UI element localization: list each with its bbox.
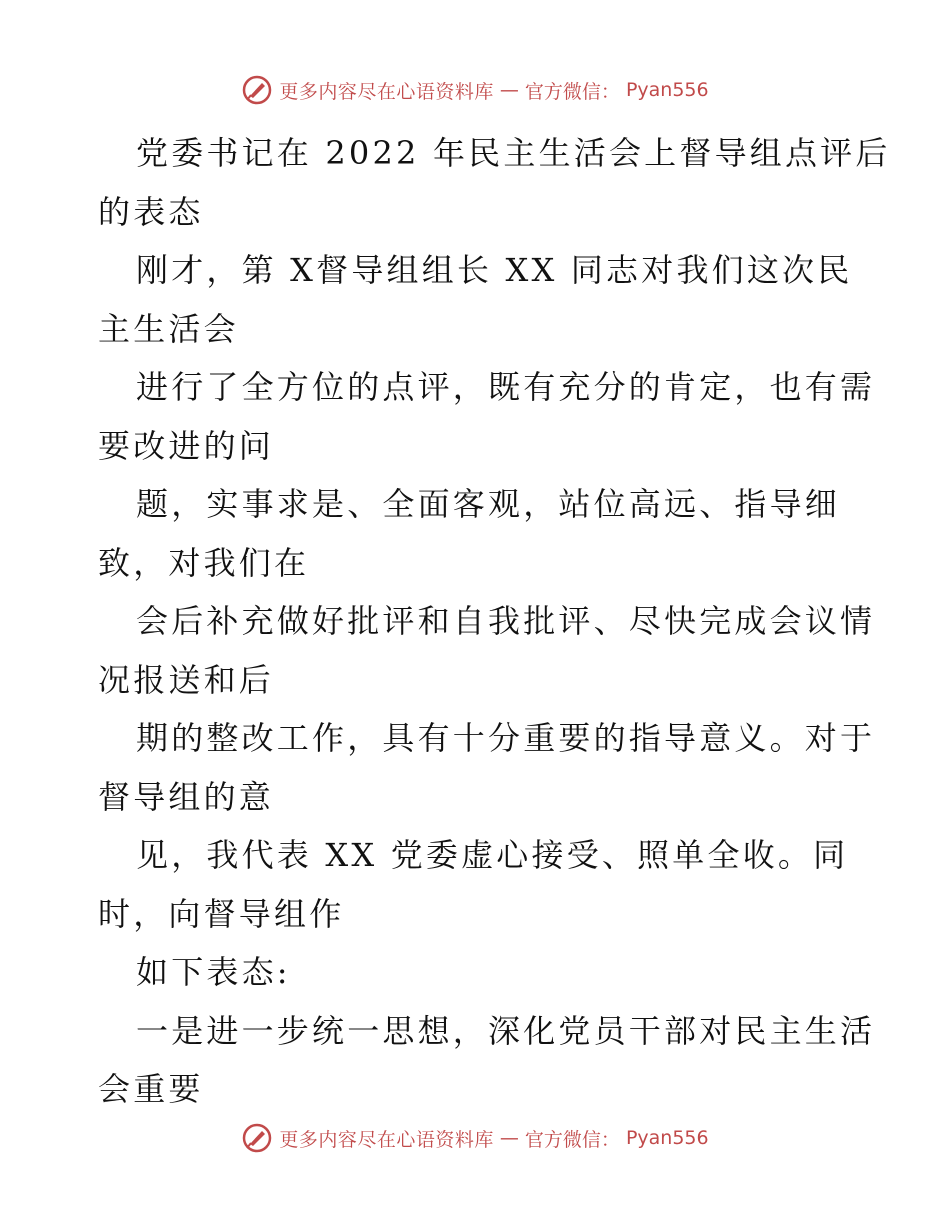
watermark-dash: — xyxy=(499,79,519,101)
watermark-dash: — xyxy=(499,1127,519,1149)
paragraph-line: 督导组的意 xyxy=(98,777,275,816)
quill-logo-icon xyxy=(241,74,273,106)
paragraph-line: 时，向督导组作 xyxy=(98,894,345,933)
paragraph-line: 一是进一步统一思想，深化党员干部对民主生活 xyxy=(136,1011,876,1050)
watermark-text: 更多内容尽在心语资料库 xyxy=(279,80,494,103)
paragraph-line: 况报送和后 xyxy=(98,660,275,699)
paragraph-line: 致，对我们在 xyxy=(98,543,310,582)
watermark-contact-id: Pyan556 xyxy=(625,79,709,101)
document-title-line: 的表态 xyxy=(98,192,204,231)
watermark-text: 更多内容尽在心语资料库 xyxy=(279,1128,494,1151)
paragraph-line: 见，我代表 XX 党委虚心接受、照单全收。同 xyxy=(136,836,849,874)
paragraph-line: 期的整改工作，具有十分重要的指导意义。对于 xyxy=(136,719,876,757)
paragraph-line: 主生活会 xyxy=(98,309,239,348)
watermark-contact-label: 官方微信： xyxy=(524,80,620,103)
paragraph-line: 如下表态: xyxy=(136,953,291,991)
document-title-line: 党委书记在 2022 年民主生活会上督导组点评后 xyxy=(136,134,891,172)
paragraph-line: 会后补充做好批评和自我批评、尽快完成会议情 xyxy=(136,602,876,640)
header-watermark xyxy=(0,74,950,106)
paragraph-line: 刚才，第 X督导组组长 XX 同志对我们这次民 xyxy=(136,251,853,289)
paragraph-line: 要改进的问 xyxy=(98,426,275,465)
paragraph-line: 题，实事求是、全面客观，站位高远、指导细 xyxy=(136,485,841,523)
watermark-contact-id: Pyan556 xyxy=(625,1127,709,1149)
paragraph-line: 会重要 xyxy=(98,1070,204,1108)
footer-watermark xyxy=(0,1122,950,1154)
quill-logo-icon xyxy=(241,1122,273,1154)
document-body xyxy=(98,124,891,1119)
watermark-contact-label: 官方微信： xyxy=(524,1128,620,1151)
paragraph-line: 进行了全方位的点评，既有充分的肯定，也有需 xyxy=(136,368,876,406)
